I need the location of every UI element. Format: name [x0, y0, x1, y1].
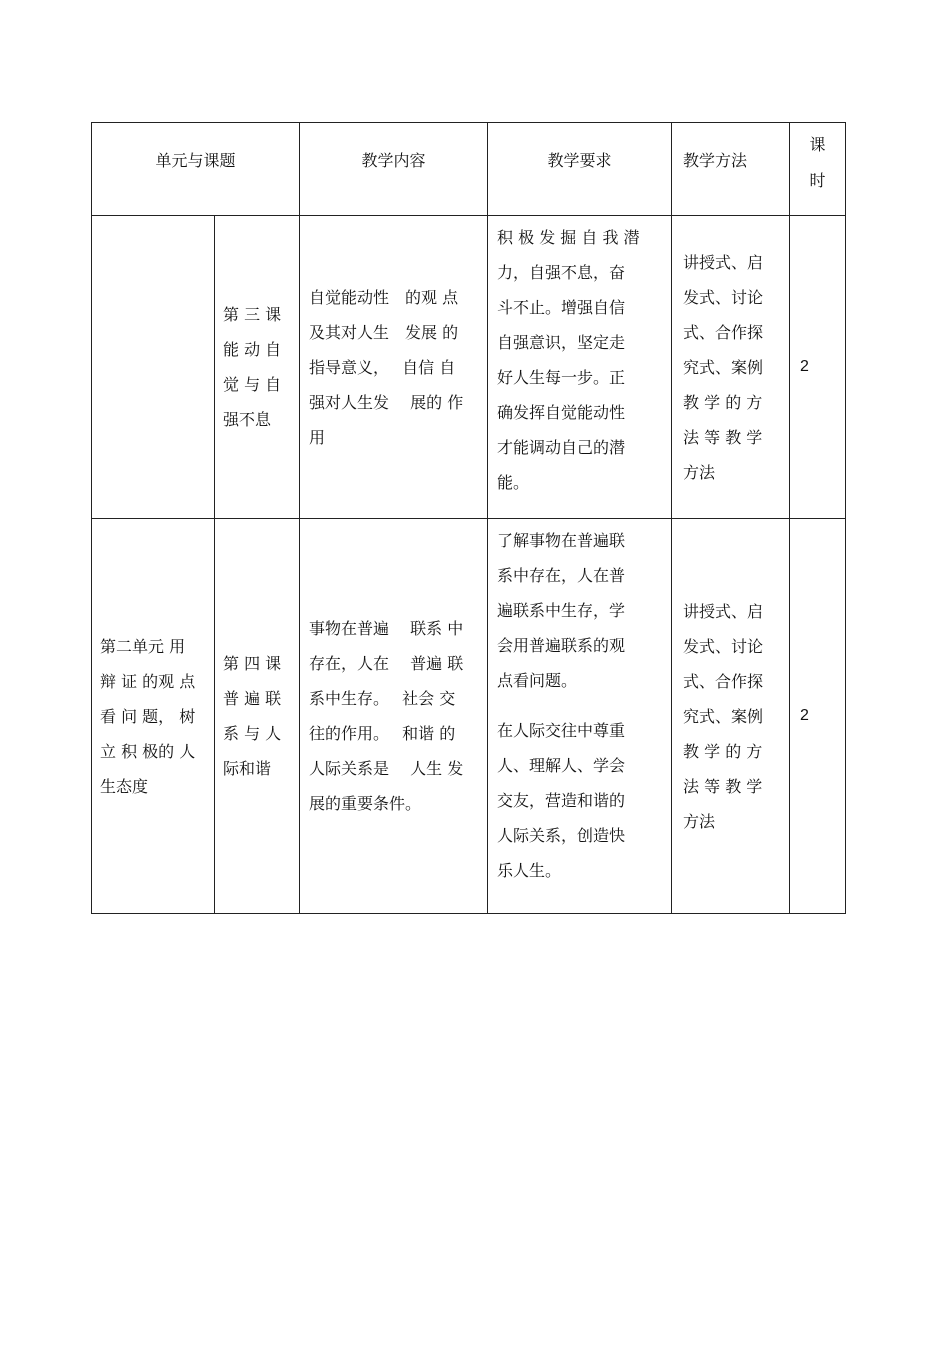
- requirement-cell: [488, 519, 672, 914]
- requirement-paragraph: 了解事物在普遍联 系中存在，人在普 遍联系中生存，学 会用普遍联系的观 点看问题。: [497, 531, 626, 690]
- requirement-paragraph: 在人际交往中尊重 人、理解人、学会 交友，营造和谐的 人际关系，创造快 乐人生。: [497, 721, 626, 880]
- header-hours: 课时: [790, 123, 846, 216]
- table-row: [92, 216, 846, 519]
- unit-cell: [92, 216, 215, 519]
- header-unit-topic: 单元与课题: [92, 123, 300, 216]
- curriculum-table: [91, 122, 846, 914]
- requirement-cell: 积 极 发 掘 自 我 潜 力，自强不息，奋 斗不止。增强自信 自强意识，坚定走 好人生每一步。正 确发挥自觉能动性 才能调动自己的潜 能。: [488, 216, 672, 519]
- table-row: [92, 519, 846, 914]
- method-cell: 讲授式、启 发式、讨论 式、合作探 究式、案例 教 学 的 方 法 等 教 学 方法: [672, 519, 790, 914]
- table-header-row: [92, 123, 846, 216]
- hours-cell: 2: [790, 519, 846, 914]
- header-content: 教学内容: [300, 123, 488, 216]
- header-requirement: 教学要求: [488, 123, 672, 216]
- unit-cell: 第二单元 用 辩 证 的观 点 看 问 题， 树 立 积 极的 人 生态度: [92, 519, 215, 914]
- lesson-cell: 第 三 课 能 动 自 觉 与 自 强不息: [215, 216, 300, 519]
- content-cell: 自觉能动性 的观 点 及其对人生 发展 的 指导意义， 自信 自 强对人生发 展的 作 用: [300, 216, 488, 519]
- method-cell: 讲授式、启 发式、讨论 式、合作探 究式、案例 教 学 的 方 法 等 教 学 方法: [672, 216, 790, 519]
- header-method: 教学方法: [672, 123, 790, 216]
- lesson-cell: 第 四 课 普 遍 联 系 与 人 际和谐: [215, 519, 300, 914]
- hours-cell: 2: [790, 216, 846, 519]
- content-cell: 事物在普遍 联系 中 存在，人在 普遍 联 系中生存。 社会 交 往的作用。 和谐 的 人际关系是 人生 发 展的重要条件。: [300, 519, 488, 914]
